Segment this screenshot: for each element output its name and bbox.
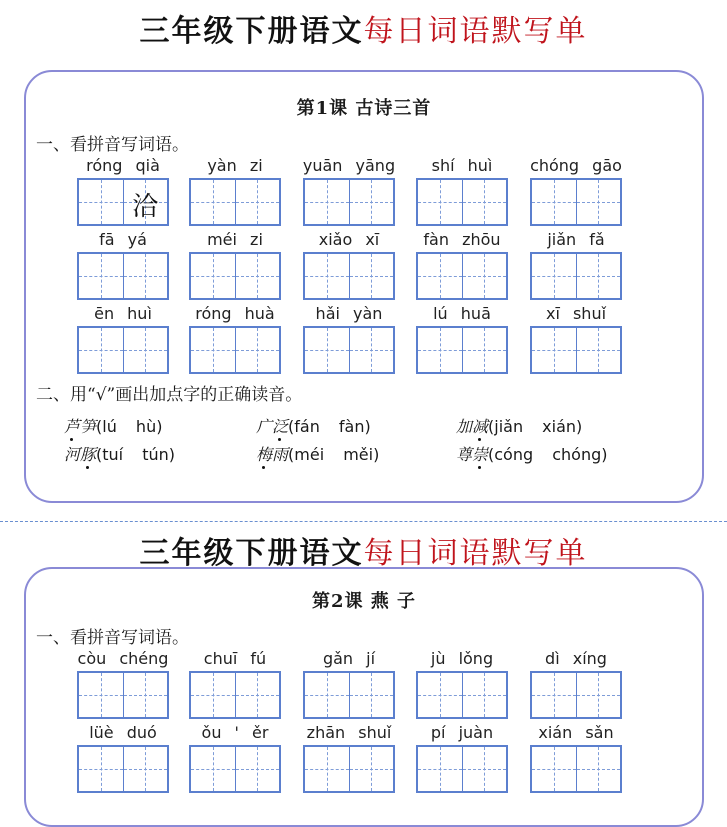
writing-cell[interactable] [349,254,394,298]
writing-cell[interactable] [123,673,168,717]
tianzige-grid[interactable] [189,178,281,226]
writing-cell[interactable] [305,254,349,298]
writing-cell[interactable] [191,328,235,372]
pinyin-label: róng qià [86,156,160,175]
writing-cell[interactable] [349,328,394,372]
reading-item[interactable] [456,442,608,465]
pronunciation-options[interactable]: (jiǎn xián) [488,417,583,436]
writing-cell[interactable] [123,328,168,372]
writing-cell[interactable] [79,328,123,372]
writing-cell[interactable] [235,180,280,224]
writing-cell[interactable] [349,180,394,224]
tianzige-grid[interactable] [303,252,395,300]
tianzige-grid[interactable] [530,745,622,793]
dotted-word: 加减 [456,417,488,436]
pinyin-label: jù lǒng [430,649,494,668]
pronunciation-options[interactable]: (lú hù) [96,417,163,436]
worksheet-title [0,528,727,572]
reading-item[interactable] [64,414,162,437]
writing-cell[interactable] [235,328,280,372]
tianzige-grid[interactable] [77,326,169,374]
lesson-title: 第1课 古诗三首 [296,98,432,119]
pinyin-label: còu chéng [77,649,169,668]
writing-cell[interactable] [79,673,123,717]
tianzige-grid[interactable] [416,671,508,719]
tianzige-grid[interactable] [303,745,395,793]
worksheet-frame [24,567,704,827]
writing-cell[interactable] [532,747,576,791]
emphasis-dot [70,438,73,441]
writing-cell[interactable] [576,747,621,791]
writing-cell[interactable] [191,673,235,717]
writing-cell[interactable] [79,180,123,224]
writing-cell[interactable] [191,254,235,298]
tianzige-grid[interactable] [77,252,169,300]
pinyin-label: xiǎo xī [318,230,380,249]
writing-cell[interactable] [235,673,280,717]
writing-cell[interactable] [191,180,235,224]
writing-cell[interactable] [123,180,168,224]
writing-cell[interactable] [576,180,621,224]
emphasis-dot [86,466,89,469]
pinyin-label: hǎi yàn [315,304,383,323]
tianzige-grid[interactable] [530,326,622,374]
emphasis-dot [262,466,265,469]
writing-cell[interactable] [532,328,576,372]
writing-cell[interactable] [532,673,576,717]
pinyin-label: róng huà [195,304,275,323]
reading-item[interactable] [456,414,582,437]
writing-cell[interactable] [576,673,621,717]
emphasis-dot [278,438,281,441]
pinyin-label: shí huì [431,156,493,175]
worksheet-title [0,6,727,50]
section-label: 一、看拼音写词语。 [36,628,189,648]
pinyin-label: chuī fú [203,649,267,668]
writing-cell[interactable] [462,673,507,717]
tianzige-grid[interactable] [530,252,622,300]
pinyin-label: xī shuǐ [545,304,607,323]
writing-cell[interactable] [305,673,349,717]
section-label: 一、看拼音写词语。 [36,135,189,155]
pinyin-label: ǒu ' ěr [201,723,269,742]
writing-cell[interactable] [305,180,349,224]
writing-cell[interactable] [532,254,576,298]
written-char: 洽 [132,192,159,222]
pinyin-label: xián sǎn [538,723,614,742]
writing-cell[interactable] [462,747,507,791]
writing-cell[interactable] [418,747,462,791]
pinyin-label: dì xíng [545,649,607,668]
worksheet-frame [24,70,704,503]
pinyin-label: fàn zhōu [423,230,501,249]
tianzige-grid[interactable] [77,178,169,226]
writing-cell[interactable] [462,180,507,224]
tianzige-grid[interactable] [77,745,169,793]
writing-cell[interactable] [79,254,123,298]
tianzige-grid[interactable] [77,671,169,719]
dotted-word: 芦笋 [64,417,96,436]
pinyin-label: lú huā [433,304,491,323]
writing-cell[interactable] [576,328,621,372]
tianzige-grid[interactable] [303,178,395,226]
writing-cell[interactable] [123,254,168,298]
writing-cell[interactable] [576,254,621,298]
writing-cell[interactable] [305,328,349,372]
reading-item[interactable] [256,414,371,437]
dotted-word: 广泛 [256,417,288,436]
pronunciation-options[interactable]: (tuí tún) [96,445,175,464]
tianzige-grid[interactable] [416,326,508,374]
writing-cell[interactable] [123,747,168,791]
writing-cell[interactable] [418,328,462,372]
dotted-word: 河豚 [64,445,96,464]
emphasis-dot [478,466,481,469]
writing-cell[interactable] [532,180,576,224]
pinyin-label: méi zi [207,230,263,249]
pinyin-label: jiǎn fǎ [547,230,605,249]
tianzige-grid[interactable] [189,326,281,374]
tianzige-grid[interactable] [303,326,395,374]
pinyin-label: pí juàn [430,723,494,742]
cut-line-divider [0,521,727,522]
writing-cell[interactable] [79,747,123,791]
pinyin-label: yuān yāng [302,156,396,175]
pronunciation-options[interactable]: (méi měi) [288,445,380,464]
pinyin-label: lüè duó [89,723,157,742]
reading-item[interactable] [256,442,379,465]
section-label: 二、用“√”画出加点字的正确读音。 [36,385,303,405]
pinyin-label: ēn huì [94,304,152,323]
pinyin-label: fā yá [99,230,147,249]
writing-cell[interactable] [235,747,280,791]
tianzige-grid[interactable] [416,745,508,793]
pinyin-label: chóng gāo [530,156,622,175]
writing-cell[interactable] [418,180,462,224]
writing-cell[interactable] [462,254,507,298]
title-dictation: 每日词语默写单 [363,536,588,571]
dotted-word: 尊崇 [456,445,488,464]
title-grade: 三年级下册语文 [139,536,364,571]
emphasis-dot [478,438,481,441]
title-dictation: 每日词语默写单 [363,14,588,49]
pinyin-label: zhān shuǐ [306,723,392,742]
tianzige-grid[interactable] [416,252,508,300]
tianzige-grid[interactable] [303,671,395,719]
tianzige-grid[interactable] [189,745,281,793]
writing-cell[interactable] [462,328,507,372]
dotted-word: 梅雨 [256,445,288,464]
tianzige-grid[interactable] [530,671,622,719]
writing-cell[interactable] [191,747,235,791]
writing-cell[interactable] [305,747,349,791]
pinyin-label: yàn zi [207,156,263,175]
writing-cell[interactable] [418,673,462,717]
writing-cell[interactable] [349,673,394,717]
tianzige-grid[interactable] [189,671,281,719]
pronunciation-options[interactable]: (fán fàn) [288,417,371,436]
tianzige-grid[interactable] [189,252,281,300]
tianzige-grid[interactable] [530,178,622,226]
writing-cell[interactable] [235,254,280,298]
tianzige-grid[interactable] [416,178,508,226]
reading-item[interactable] [64,442,175,465]
lesson-title: 第2课 燕 子 [311,591,417,612]
pronunciation-options[interactable]: (cóng chóng) [488,445,608,464]
writing-cell[interactable] [418,254,462,298]
title-grade: 三年级下册语文 [139,14,364,49]
writing-cell[interactable] [349,747,394,791]
pinyin-label: gǎn jí [322,649,376,668]
